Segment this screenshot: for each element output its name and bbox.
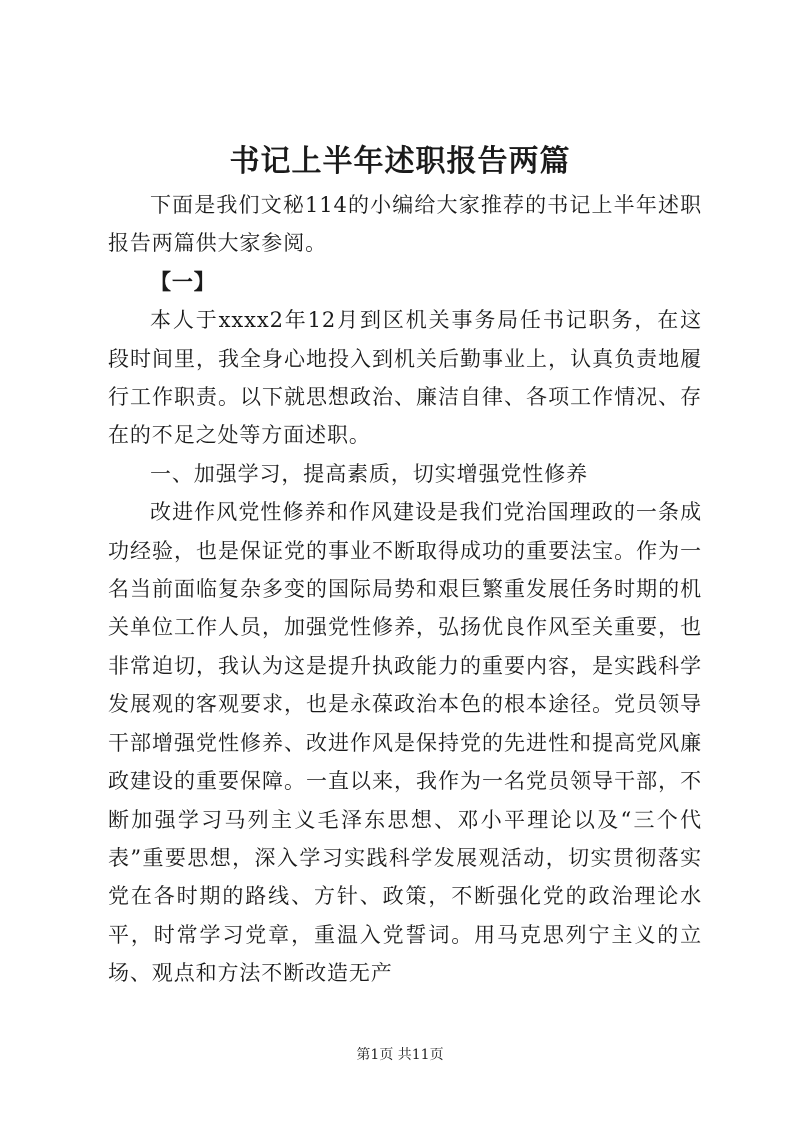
document-body xyxy=(108,186,702,993)
page-number-footer: 第1页 共11页 xyxy=(356,1047,444,1063)
section-marker: 【一】 xyxy=(150,268,216,294)
document-title: 书记上半年述职报告两篇 xyxy=(229,144,571,179)
intro-paragraph: 下面是我们文秘114的小编给大家推荐的书记上半年述职报告两篇供大家参阅。 xyxy=(108,193,702,256)
body-paragraph: 改进作风党性修养和作风建设是我们党治国理政的一条成功经验，也是保证党的事业不断取得成功的重要法宝。作为一名当前面临复杂多变的国际局势和艰巨繁重发展任务时期的机关单位工作人员，加强党性修养，弘扬优良作风至关重要，也非常迫切，我认为这是提升执政能力的重要内容，是实践科学发展观的客观要求，也是永葆政治本色的根本途径。党员领导干部增强党性修养、改进作风是保持党的先进性和提高党风廉政建设的重要保障。一直以来，我作为一名党员领导干部，不断加强学习马列主义毛泽东思想、邓小平理论以及“三个代表”重要思想，深入学习实践科学发展观活动，切实贯彻落实党在各时期的路线、方针、政策，不断强化党的政治理论水平，时常学习党章，重温入党誓词。用马克思列宁主义的立场、观点和方法不断改造无产 xyxy=(108,500,702,986)
section-heading: 一、加强学习，提高素质，切实增强党性修养 xyxy=(150,461,588,486)
body-paragraph: 本人于xxxx2年12月到区机关事务局任书记职务，在这段时间里，我全身心地投入到机关后勤事业上，认真负责地履行工作职责。以下就思想政治、廉洁自律、各项工作情况、存在的不足之处等方面述职。 xyxy=(108,308,702,448)
